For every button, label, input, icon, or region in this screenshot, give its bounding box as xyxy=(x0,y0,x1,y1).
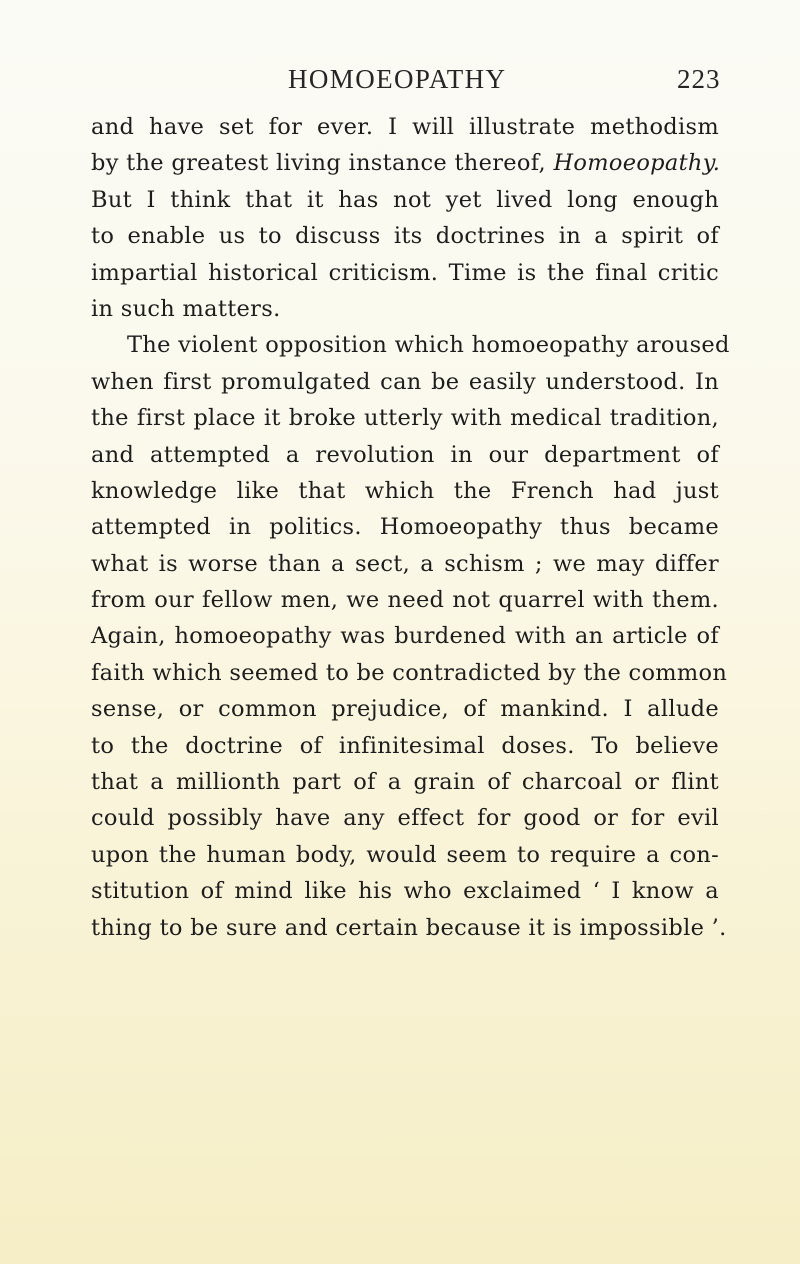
text-line: and attempted a revolution in our department of xyxy=(91,441,719,468)
text-line: faith which seemed to be contradicted by the common xyxy=(91,659,728,686)
text-line: in such matters. xyxy=(91,295,281,322)
running-head xyxy=(0,62,800,102)
text-line: upon the human body, would seem to require a con- xyxy=(91,841,719,868)
body-text xyxy=(91,109,730,946)
text-line: The violent opposition which homoeopathy aroused xyxy=(127,332,730,359)
text-line: what is worse than a sect, a schism ; we may differ xyxy=(91,550,719,577)
text-line: to enable us to discuss its doctrines in a spirit of xyxy=(91,223,719,250)
text-line: sense, or common prejudice, of mankind. I allude xyxy=(91,696,719,723)
text-line: that a millionth part of a grain of charcoal or flint xyxy=(91,769,719,796)
paragraph-2 xyxy=(91,327,730,946)
italic-title: Homoeopathy. xyxy=(553,150,721,177)
text-line: the first place it broke utterly with medical tradition, xyxy=(91,405,719,432)
text-line: knowledge like that which the French had just xyxy=(91,477,719,504)
text-line xyxy=(91,145,719,181)
paragraph-1 xyxy=(91,109,719,327)
text-segment: by the greatest living instance thereof, xyxy=(91,150,554,177)
text-line: impartial historical criticism. Time is the final critic xyxy=(91,259,719,286)
text-line: But I think that it has not yet lived long enough xyxy=(91,186,719,213)
text-line: thing to be sure and certain because it is impossible ’. xyxy=(91,914,727,941)
text-line: from our fellow men, we need not quarrel with them. xyxy=(91,587,719,614)
text-line: Again, homoeopathy was burdened with an article of xyxy=(91,623,719,650)
text-line: stitution of mind like his who exclaimed ‘ I know a xyxy=(91,878,719,905)
text-line: when first promulgated can be easily understood. In xyxy=(91,368,719,395)
text-line: to the doctrine of infinitesimal doses. To believe xyxy=(91,732,719,759)
text-line: attempted in politics. Homoeopathy thus became xyxy=(91,514,719,541)
page-number: 223 xyxy=(677,64,721,94)
text-line: could possibly have any effect for good or for evil xyxy=(91,805,719,832)
text-line: and have set for ever. I will illustrate methodism xyxy=(91,114,719,140)
running-title: HOMOEOPATHY xyxy=(288,64,507,94)
